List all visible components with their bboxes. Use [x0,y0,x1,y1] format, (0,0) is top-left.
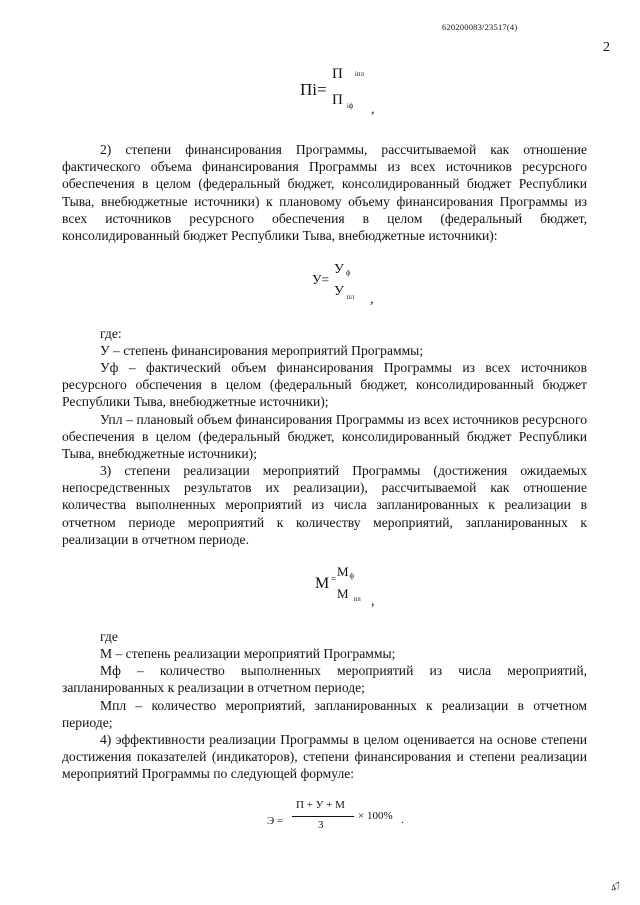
formula-m-denominator [337,586,361,603]
formula-u-num-main: У [334,262,344,277]
definition-u: У – степень финансирования мероприятий Программы; [100,343,424,358]
page-number: 2 [603,40,610,55]
formula-pi-lhs: Пi= [300,80,327,99]
definition-mpl: Мпл – количество мероприятий, запланированных к реализации в отчетном периоде; [62,698,587,731]
formula-m-num-sub: ф [349,572,355,580]
formula-e-period: . [401,812,404,826]
definition-mf: Мф – количество выполненных мероприятий из числа мероприятий, запланированных к реализации в отчетном периоде; [62,663,587,696]
formula-pi-numerator [332,66,365,83]
where-label-1: где: [100,326,122,341]
formula-m-den-main: М [337,586,349,601]
formula-u-num-sub: ф [345,269,351,277]
formula-pi-den-main: П [332,92,343,108]
formula-u-numerator [334,262,351,278]
formula-e-fraction-bar [292,816,354,817]
paragraph-financing-degree: 2) степени финансирования Программы, рассчитываемой как отношение фактического объема финансирования Программы из всех источников ресурсного обеспечения в целом (федеральный бюджет, консолидированный бюджет Республики Тыва, внебюджетные источники) к плановому объему финансирования Программы из всех источников ресурсного обеспечения в целом (федеральный бюджет, консолидированный бюджет Республики Тыва, внебюджетные источники): [62,142,587,244]
formula-e-tail: × 100% [358,810,393,822]
formula-pi-num-sub: iпл [354,70,365,78]
formula-m-den-sub: пл [353,595,361,603]
formula-pi-comma: , [371,102,375,117]
formula-m-num-main: М [337,564,349,579]
formula-pi-num-main: П [332,66,343,82]
where-label-2: где [100,629,118,644]
formula-pi-denominator [332,92,354,110]
formula-e-numerator: П + У + М [296,799,345,811]
formula-u-den-sub: пл [346,293,355,301]
formula-m-lhs: М [315,575,330,592]
definition-upl: Упл – плановый объем финансирования Программы из всех источников ресурсного обеспечения в целом (федеральный бюджет, консолидированный бюджет Республики Тыва, внебюджетные источники); [62,412,587,462]
formula-u-lhs: У= [312,272,330,287]
formula-e-denominator: 3 [318,819,324,831]
formula-m-comma: , [371,594,375,609]
formula-u-denominator [334,284,355,301]
corner-handwritten-mark: 47 [609,880,623,895]
paragraph-measures-degree: 3) степени реализации мероприятий Программы (достижения ожидаемых непосредственных результатов их реализации), рассчитываемой как отношение количества выполненных мероприятий из числа запланированных к реализации в отчетном периоде мероприятий к количеству мероприятий, запланированных к реализации в отчетном периоде. [62,463,587,547]
formula-u-den-main: У [334,284,344,299]
formula-pi-den-sub: iф [346,102,354,110]
definition-m: М – степень реализации мероприятий Программы; [100,646,396,661]
definition-uf: Уф – фактический объем финансирования Программы из всех источников ресурсного обспечения в целом (федеральный бюджет, консолидированный бюджет Республики Тыва, внебюджетные источники); [62,360,587,410]
formula-u-comma: , [370,292,374,307]
formula-m-eq: = [331,574,337,584]
document-number: 620200083/23517(4) [442,22,518,32]
formula-e-lhs: Э = [267,815,284,827]
formula-m-numerator [337,564,353,580]
paragraph-overall-efficiency: 4) эффективности реализации Программы в целом оценивается на основе степени достижения показателей (индикаторов), степени финансирования и степени реализации мероприятий Программы по следующей формуле: [62,732,587,782]
